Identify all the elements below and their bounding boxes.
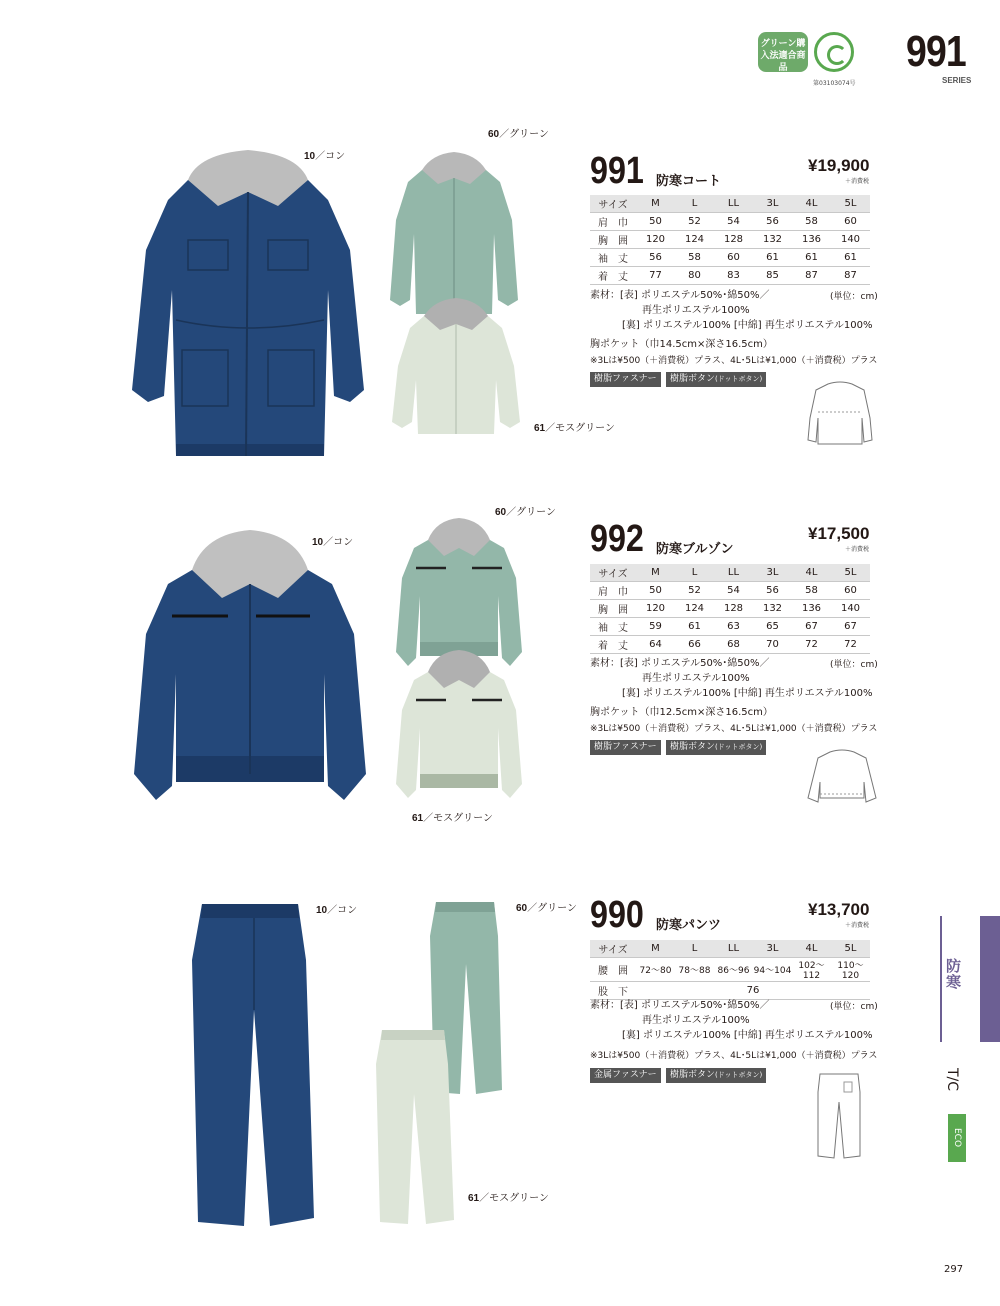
material-line-1: 素材：[表] ポリエステル50%･綿50%／ [590, 658, 770, 669]
product-name: 防寒コート [656, 174, 722, 189]
green-purchase-badge: グリーン購入法適合商品 [758, 32, 808, 72]
unit-note: (単位：cm) [830, 1002, 878, 1012]
color-label-60: 60／グリーン [495, 507, 556, 518]
product-name: 防寒ブルゾン [656, 542, 734, 557]
material-line-3: [裏] ポリエステル100% [中綿] 再生ポリエステル100% [622, 1030, 873, 1041]
price-tax-note: ＋消費税 [845, 546, 870, 553]
category-label: 防寒 [946, 957, 962, 991]
feature-tag: 金属ファスナー [590, 1068, 661, 1083]
price-tax-note: ＋消費税 [845, 178, 870, 185]
size-table: サイズ M L LL 3L 4L 5L 腰 囲 72〜80 78〜88 86〜96 94〜104 102〜112 110〜120 股 下 76 [590, 940, 870, 1000]
unit-note: (単位：cm) [830, 660, 878, 670]
pants-navy-image [188, 900, 318, 1230]
material-line-3: [裏] ポリエステル100% [中綿] 再生ポリエステル100% [622, 688, 873, 699]
material-line-1: 素材：[表] ポリエステル50%･綿50%／ [590, 290, 770, 301]
blouson-navy-image [132, 524, 368, 810]
coat-navy-image [128, 140, 368, 462]
material-line-2: 再生ポリエステル100% [642, 305, 750, 316]
material-line-3: [裏] ポリエステル100% [中綿] 再生ポリエステル100% [622, 320, 873, 331]
size-price-note: ※3Lは¥500（＋消費税）プラス、4L･5Lは¥1,000（＋消費税）プラス [590, 356, 878, 366]
size-price-note: ※3Lは¥500（＋消費税）プラス、4L･5Lは¥1,000（＋消費税）プラス [590, 1051, 878, 1061]
product-price: ¥17,500 [808, 524, 870, 543]
fabric-label: T/C [944, 1068, 960, 1092]
eco-mark-icon [814, 32, 854, 72]
color-label-10: 10／コン [316, 905, 358, 916]
blouson-green-image [394, 516, 524, 668]
product-price: ¥13,700 [808, 900, 870, 919]
product-code: 990 [590, 894, 644, 936]
color-label-10: 10／コン [304, 151, 346, 162]
color-label-61: 61／モスグリーン [412, 813, 493, 824]
product-code: 991 [590, 150, 644, 192]
blouson-moss-image [394, 648, 524, 800]
material-line-1: 素材：[表] ポリエステル50%･綿50%／ [590, 1000, 770, 1011]
pocket-note: 胸ポケット（巾12.5cm×深さ16.5cm） [590, 707, 773, 718]
product-price: ¥19,900 [808, 156, 870, 175]
color-label-61: 61／モスグリーン [468, 1193, 549, 1204]
unit-note: (単位：cm) [830, 292, 878, 302]
coat-back-sketch [804, 378, 876, 448]
eco-registration: 第03103074号 [813, 80, 856, 87]
feature-tag: 樹脂ボタン(ドットボタン) [666, 372, 766, 387]
product-code: 992 [590, 518, 644, 560]
coat-green-image [388, 150, 520, 316]
eco-label: ECO [948, 1114, 966, 1162]
size-price-note: ※3Lは¥500（＋消費税）プラス、4L･5Lは¥1,000（＋消費税）プラス [590, 724, 878, 734]
series-number: 991 [906, 27, 966, 76]
material-line-2: 再生ポリエステル100% [642, 1015, 750, 1026]
feature-tag: 樹脂ボタン(ドットボタン) [666, 740, 766, 755]
color-label-61: 61／モスグリーン [534, 423, 615, 434]
color-label-10: 10／コン [312, 537, 354, 548]
size-table: サイズ M L LL 3L 4L 5L 肩 巾 50 52 54 56 58 60 胸 囲 120 124 128 132 136 140 袖 丈 56 58 60 61 61 61 着 丈 77 80 83 85 87 87 [590, 195, 870, 285]
pants-sketch [814, 1072, 864, 1160]
material-line-2: 再生ポリエステル100% [642, 673, 750, 684]
sidebar-accent-bar [980, 916, 1000, 1042]
product-name: 防寒パンツ [656, 918, 722, 933]
series-label: SERIES [942, 76, 972, 85]
color-label-60: 60／グリーン [488, 129, 549, 140]
feature-tag: 樹脂ファスナー [590, 740, 661, 755]
pocket-note: 胸ポケット（巾14.5cm×深さ16.5cm） [590, 339, 773, 350]
feature-tag: 樹脂ボタン(ドットボタン) [666, 1068, 766, 1083]
sidebar-line [940, 916, 942, 1042]
coat-moss-image [390, 296, 522, 436]
price-tax-note: ＋消費税 [845, 922, 870, 929]
feature-tag: 樹脂ファスナー [590, 372, 661, 387]
color-label-60: 60／グリーン [516, 903, 577, 914]
page-number: 297 [944, 1264, 964, 1275]
size-table: サイズ M L LL 3L 4L 5L 肩 巾 50 52 54 56 58 60 胸 囲 120 124 128 132 136 140 袖 丈 59 61 63 65 67 67 着 丈 64 66 68 70 72 72 [590, 564, 870, 654]
pants-moss-image [374, 1028, 456, 1226]
blouson-back-sketch [806, 746, 878, 806]
